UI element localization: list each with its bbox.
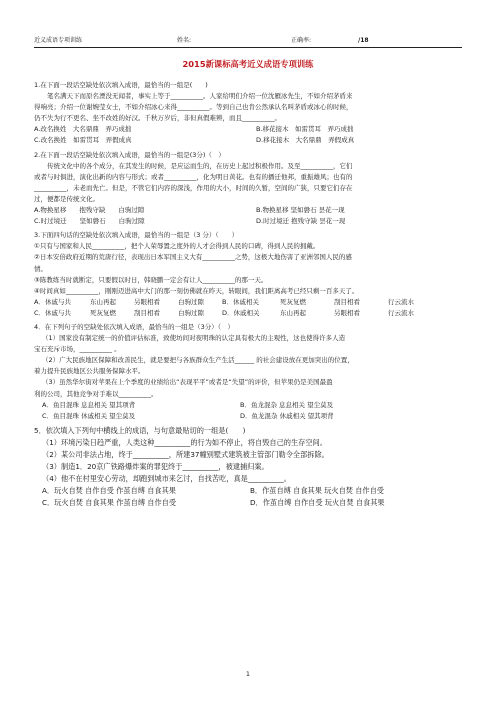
option-c-word: 死灰复燃 bbox=[90, 308, 116, 317]
question-3-item: ②日本安倍政府近期的荒唐行径，表现出日本军国主义大有__________之势，这极大地伤害了亚洲邻国人民的感 bbox=[34, 253, 352, 262]
question-2-text-line: __________，未老而先亡。但是，不管它们内容的深浅，作用的大小，时间的久暂，空间的广狭，只要它们存在 bbox=[34, 183, 353, 192]
option-a-word: 另眼相看 bbox=[134, 297, 160, 306]
option-a: A．鱼目混珠 息息相关 望其项背 bbox=[42, 400, 136, 409]
question-4-item-cont: 利的公司，其他竞争对手难以__________。 bbox=[34, 389, 158, 398]
header-subject: 近义成语专项训练 bbox=[34, 37, 83, 44]
question-4-item: （3）虽然华尔街对苹果在上个季度的业绩给出“表现平平”或者是“失望”的评价，但苹果仍是美国最盈 bbox=[42, 378, 333, 387]
option-c: C.时过境迁 坚如磐石 白驹过隙 bbox=[34, 217, 145, 226]
question-4-options-row bbox=[34, 400, 464, 411]
option-c-word: 刮目相看 bbox=[134, 308, 160, 317]
option-d: D.移花接木 大名鼎鼎 弄假成真 bbox=[256, 136, 355, 145]
option-d: D.时过境迁 抱残守缺 昙花一现 bbox=[256, 217, 346, 226]
page-number: 1 bbox=[245, 670, 251, 678]
question-2-stem: 2.在下面一段话空缺处依次填入成语，最恰当的一组是(3分)（ ） bbox=[34, 150, 225, 159]
option-b: B.移花接木 如雷贯耳 弄巧成拙 bbox=[256, 125, 354, 134]
question-list bbox=[34, 80, 464, 509]
document-title: 2015新课标高考近义成语专项训练 bbox=[182, 59, 314, 69]
question-1-stem: 1.在下面一段话空缺处依次填入成语，最恰当的一组是( ) bbox=[34, 81, 208, 89]
option-b-label: B．休戚相关 bbox=[222, 297, 259, 306]
option-d-word: 另眼相看 bbox=[334, 308, 360, 317]
question-3-item: ④时间真如__________，刚刚迈进高中大门的那一刻仿佛就在昨天，转眼间，我们距离高考已经只剩一百多天了。 bbox=[34, 286, 359, 295]
option-a: A.物换星移 抱残守缺 白驹过隙 bbox=[34, 206, 145, 215]
option-a-word: 白驹过隙 bbox=[178, 297, 204, 306]
option-a: A．玩火自焚 自作自受 作茧自缚 自食其果 bbox=[42, 485, 176, 495]
question-5-item: （4）他不在村里安心劳动，却跑到城市来乞讨，自找苦吃，真是__________。 bbox=[42, 473, 291, 483]
question-5-options-row bbox=[34, 485, 464, 497]
question-4-options-row bbox=[34, 411, 464, 422]
question-5-options-row bbox=[34, 497, 464, 509]
question-3-item: ①只有与国家和人民__________，把个人荣辱置之度外的人才会得到人民的口碑，得到人民的拥戴。 bbox=[34, 242, 320, 251]
question-5-stem: 5．依次填入下列句中横线上的成语，与句意最贴切的一组是( ) bbox=[34, 425, 246, 435]
option-d-word: 东山再起 bbox=[280, 308, 306, 317]
question-5-item: （1）环境污染日趋严重，人类这种__________的行为如不停止，将自毁自己的生存空间。 bbox=[42, 437, 327, 447]
option-c: C.改名换姓 如雷贯耳 弄假成真 bbox=[34, 136, 132, 145]
option-a-label: A．休戚与共 bbox=[34, 297, 71, 306]
option-b: B．作茧自缚 自食其果 玩火自焚 自作自受 bbox=[250, 485, 384, 495]
option-b-word: 行云流水 bbox=[388, 297, 414, 306]
header-total: /18 bbox=[358, 37, 369, 44]
question-4-item-cont: 着力提升民族地区公共服务保障水平。 bbox=[34, 367, 145, 376]
question-2-text-line: 过，便都是传统文化。 bbox=[34, 194, 99, 203]
question-1-text-line: 得响亮；介绍一位谢婉莹女士，不如介绍冰心来得__________。等到自己也肯公然承认名叫茅盾或冰心的时候， bbox=[34, 103, 353, 112]
option-d-label: D．休戚相关 bbox=[222, 308, 260, 317]
question-2-options-row bbox=[34, 216, 464, 227]
question-3-options-row bbox=[34, 297, 464, 308]
question-4-stem: 4．在下列句子的空缺处依次填入成语，最恰当的一组是（3分）（ ） bbox=[34, 322, 235, 331]
option-c: C．玩火自焚 自食其果 作茧自缚 自作自受 bbox=[42, 497, 177, 507]
option-b: B.物换星移 坚如磐石 昙花一现 bbox=[256, 206, 345, 215]
question-1-options-row bbox=[34, 124, 464, 135]
option-d: D．鱼龙混杂 休戚相关 望其项背 bbox=[240, 411, 334, 420]
question-2-text-line: 传统文化中的各个成分，在其发生的时候，是应运而生的，在历史上起过积极作用。及至__________，它们 bbox=[47, 161, 353, 170]
question-1-text-line: 仍不失为行不更名、坐不改姓的好汉。千秋万岁后，非但真假难辨，而且__________。 bbox=[34, 114, 281, 123]
question-4-item: （1）国家没有制定统一的价值评估标准，致使坊间对夜明珠的认定具有极大的主观性，这也使得许多人造 bbox=[42, 334, 346, 343]
question-2-text-line: 或者与时俱进，演化出新的内容与形式；或者__________，化为明日黄花。也有的播迁他邦，重振雄风；也有的 bbox=[34, 172, 353, 181]
question-3-options-row bbox=[34, 308, 464, 319]
header-name-label: 姓名: bbox=[177, 37, 192, 44]
question-2-options-row bbox=[34, 205, 464, 216]
question-4-item: （2）广大民族地区保障和改善民生，就是要把与各族群众生产生活______ 的社会建设放在更加突出的位置， bbox=[42, 356, 354, 365]
option-d: D．作茧自缚 自作自受 玩火自焚 自食其果 bbox=[250, 497, 385, 507]
option-a-word: 东山再起 bbox=[90, 297, 116, 306]
option-b-word: 刮目相看 bbox=[334, 297, 360, 306]
question-5-item: （3）制造1．20京广铁路爆炸案的罪犯终于__________，被逮捕归案。 bbox=[42, 461, 269, 471]
page-header bbox=[34, 36, 462, 48]
question-3-item-cont: 情。 bbox=[34, 264, 47, 273]
option-b: B．鱼龙混杂 息息相关 望尘莫及 bbox=[240, 400, 334, 409]
option-d-word: 行云流水 bbox=[388, 308, 414, 317]
question-5-item: （2）某公司非法占地，终于__________，所建37幢别墅式建筑被主管部门勒令全部拆除。 bbox=[42, 449, 329, 459]
question-4-item-cont: 宝石充斥市场，__________ 。 bbox=[34, 345, 121, 354]
question-3-item: ③陈教练当时就断定，只要假以时日，韩晓鹏一定会有让人__________的那一天。 bbox=[34, 275, 268, 284]
question-1-text-line: 笔名满天下而原名湮没无闻者，事实上等于__________。人家给明们介绍一位沈雁冰先生，不如介绍茅盾来 bbox=[47, 92, 353, 101]
option-a: A.改名换姓 大名鼎鼎 弄巧成拙 bbox=[34, 125, 132, 134]
option-c-label: C．休戚与共 bbox=[34, 308, 72, 317]
option-c: C．鱼目混珠 休戚相关 望尘莫及 bbox=[42, 411, 136, 420]
question-3-stem: 3.下面四句话的空缺处依次填入成语，最恰当的一组是（3 分）（ ） bbox=[34, 231, 239, 240]
option-b-word: 死灰复燃 bbox=[280, 297, 306, 306]
header-accuracy-label: 正确率: bbox=[291, 37, 312, 44]
option-c-word: 白驹过隙 bbox=[178, 308, 204, 317]
question-1-options-row bbox=[34, 135, 464, 146]
